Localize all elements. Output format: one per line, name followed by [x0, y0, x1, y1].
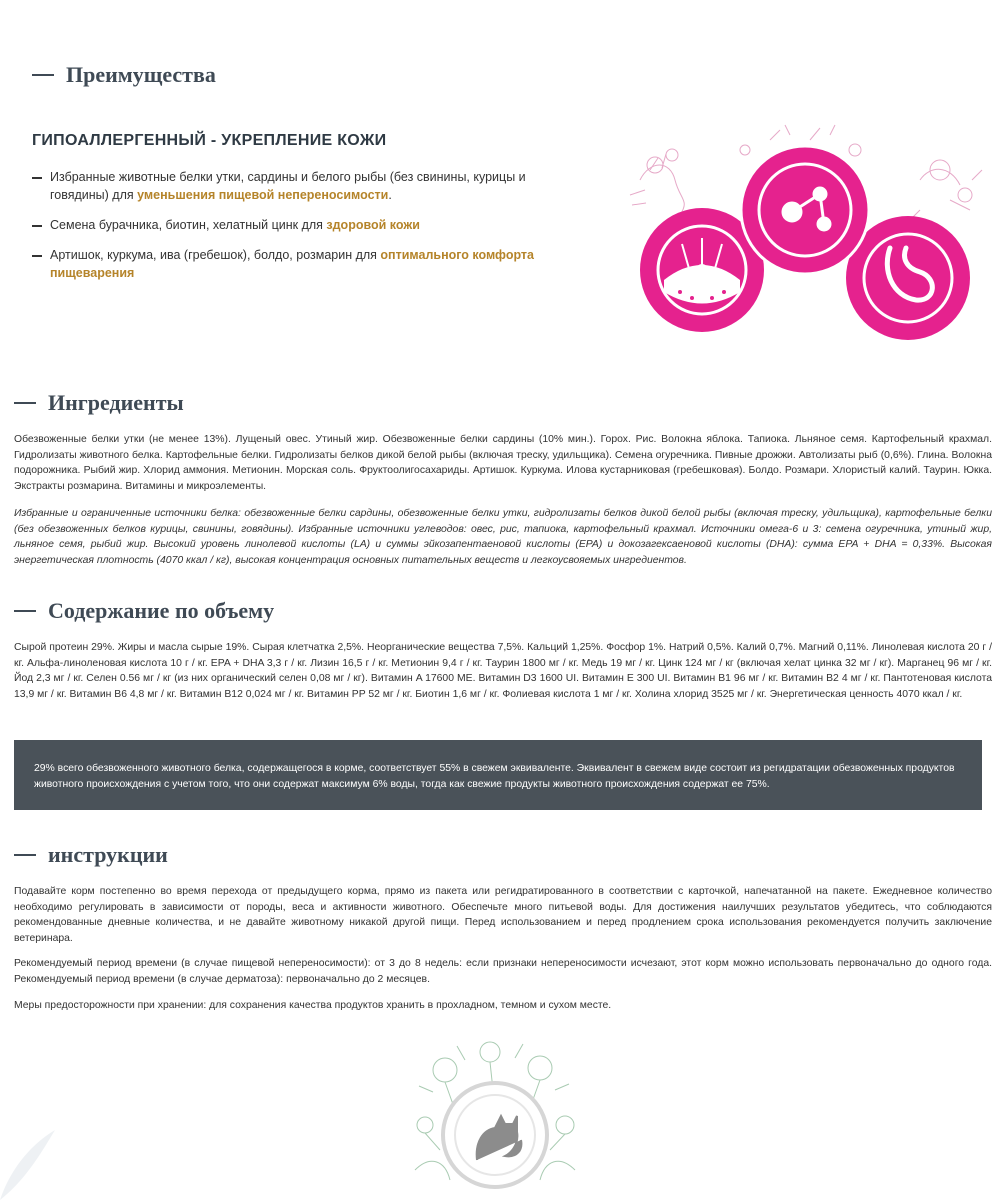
- heading-dash: [14, 402, 36, 404]
- ingredients-note: Избранные и ограниченные источники белка: обезвоженные белки сардины, обезвоженные белки утки, гидролизаты белков дикой белой рыбы (включая треску, удильщика), картофельные белки (без обезвоженных белков курицы, свинины, говядины). Избранные источники углеводов: овес, рис, тапиока, картофельный крахмал. Источники омега-6 и 3: семена огуречника, утиный жир, льняное семя, рыбий жир. Высокий уровень линолевой кислоты (LA) и суммы эйкозапентаеновой кислоты (EPA) и докозагексаеновой кислоты (DHA): сумма EPA + DHA = 0,33%. Высокая энергетическая плотность (4070 ккал / кг), высокая концентрация основных питательных веществ и легкоусвояемых ингредиентов.: [14, 508, 992, 566]
- instructions-paragraph-3: Меры предосторожности при хранении: для сохранения качества продуктов хранить в прохладном, темном и сухом месте.: [14, 1000, 612, 1011]
- content-title: Содержание по объему: [48, 598, 275, 623]
- content-text: Сырой протеин 29%. Жиры и масла сырые 19%. Сырая клетчатка 2,5%. Неорганические вещества 7,5%. Кальций 1,25%. Фосфор 1%. Натрий 0,5%. Калий 0,7%. Магний 0,11%. Линолевая кислота 20 г / кг. Альфа-линоленовая кислота 10 г / кг. EPA + DHA 3,3 г / кг. Лизин 16,5 г / кг. Метионин 9,4 г / кг. Таурин 1800 мг / кг. Медь 19 мг / кг. Цинк 124 мг / кг (включая хелат цинка 32 мг / кг). Марганец 96 мг / кг. Йод 2,3 мг / кг. Селен 0.56 мг / кг (из них органический селен 0,08 мг / кг). Витамин A 17600 ME. Витамин D3 1600 UI. Витамин E 300 UI. Витамин B1 96 мг / кг. Витамин B2 4 мг / кг. Пантотеновая кислота 13,9 мг / кг. Витамин B6 4,8 мг / кг. Витамин B12 0,024 мг / кг. Витамин PP 52 мг / кг. Биотин 1,6 мг / кг. Фолиевая кислота 1 мг / кг. Холина хлорид 3525 мг / кг. Энергетическая ценность 4070 ккал / кг.: [14, 642, 992, 700]
- benefit-item: Артишок, куркума, ива (гребешок), болдо, розмарин для оптимального комфорта пищеварения: [32, 246, 572, 282]
- heading-dash: [14, 610, 36, 612]
- instructions-heading: [14, 842, 168, 868]
- benefits-list: [32, 168, 572, 294]
- instructions-paragraph-1: Подавайте корм постепенно во время перехода от предыдущего корма, прямо из пакета или регидратированного в соответствии с карточкой, напечатанной на пакете. Ежедневное количество необходимо регулировать в зависимости от породы, веса и активности животного. Обеспечьте много питьевой воды. Для достижения наилучших результатов убедитесь, что соблюдаются рекомендованные дневные количества, и не давайте животному никакой другой пищи. Перед использованием и перед продлением срока использования рекомендуется получить заключение ветеринара.: [14, 886, 992, 944]
- advantages-title: Преимущества: [66, 62, 216, 87]
- benefit-highlight: оптимального комфорта пищеварения: [50, 248, 535, 280]
- benefit-highlight: здоровой кожи: [326, 218, 420, 232]
- benefit-icons-illustration: [620, 120, 990, 350]
- advantages-subtitle: ГИПОАЛЛЕРГЕННЫЙ - УКРЕПЛЕНИЕ КОЖИ: [32, 132, 387, 149]
- ingredients-heading: [14, 390, 184, 416]
- advantages-heading: [32, 62, 216, 88]
- heading-dash: [32, 74, 54, 76]
- ingredients-title: Ингредиенты: [48, 390, 184, 415]
- content-heading: [14, 598, 274, 624]
- cat-herbs-illustration: [405, 1030, 585, 1200]
- fresh-equivalent-text: 29% всего обезвоженного животного белка, содержащегося в корме, соответствует 55% в свежем эквиваленте. Эквивалент в свежем виде состоит из регидратации обезвоженных продуктов животного происхождения с учетом того, что они содержат максимум 6% воды, тогда как свежие продукты животного происхождения содержат ее 75%.: [34, 763, 955, 790]
- benefit-highlight: уменьшения пищевой непереносимости: [137, 188, 389, 202]
- fresh-equivalent-note: [14, 740, 982, 810]
- instructions-paragraph-2: Рекомендуемый период времени (в случае пищевой непереносимости): от 3 до 8 недель: если признаки непереносимости исчезают, этот корм можно использовать первоначально до одного года. Рекомендуемый период времени (в случае дерматоза): первоначально до 2 месяцев.: [14, 958, 992, 985]
- ingredients-text: Обезвоженные белки утки (не менее 13%). Лущеный овес. Утиный жир. Обезвоженные белки сардины (10% мин.). Горох. Рис. Волокна яблока. Тапиока. Льняное семя. Картофельный крахмал. Гидролизаты животного белка. Картофельные белки. Гидролизаты белков дикой белой рыбы (включая треску, удильщика). Семена огуречника. Пивные дрожжи. Автолизаты рыб (0,6%). Глина. Волокна подорожника. Рыбий жир. Хлорид аммония. Метионин. Морская соль. Фруктоолигосахариды. Артишок. Куркума. Илова кустарниковая (гребешковая). Болдо. Розмари. Хлористый калий. Таурин. Юкка. Экстракты розмарина. Витамины и микроэлементы.: [14, 434, 992, 492]
- benefit-item: Избранные животные белки утки, сардины и белого рыбы (без свинины, курицы и говядины) для уменьшения пищевой непереносимости.: [32, 168, 572, 204]
- heading-dash: [14, 854, 36, 856]
- benefit-item: Семена бурачника, биотин, хелатный цинк для здоровой кожи: [32, 216, 572, 234]
- leaf-decoration-icon: [0, 1130, 60, 1200]
- instructions-title: инструкции: [48, 842, 168, 867]
